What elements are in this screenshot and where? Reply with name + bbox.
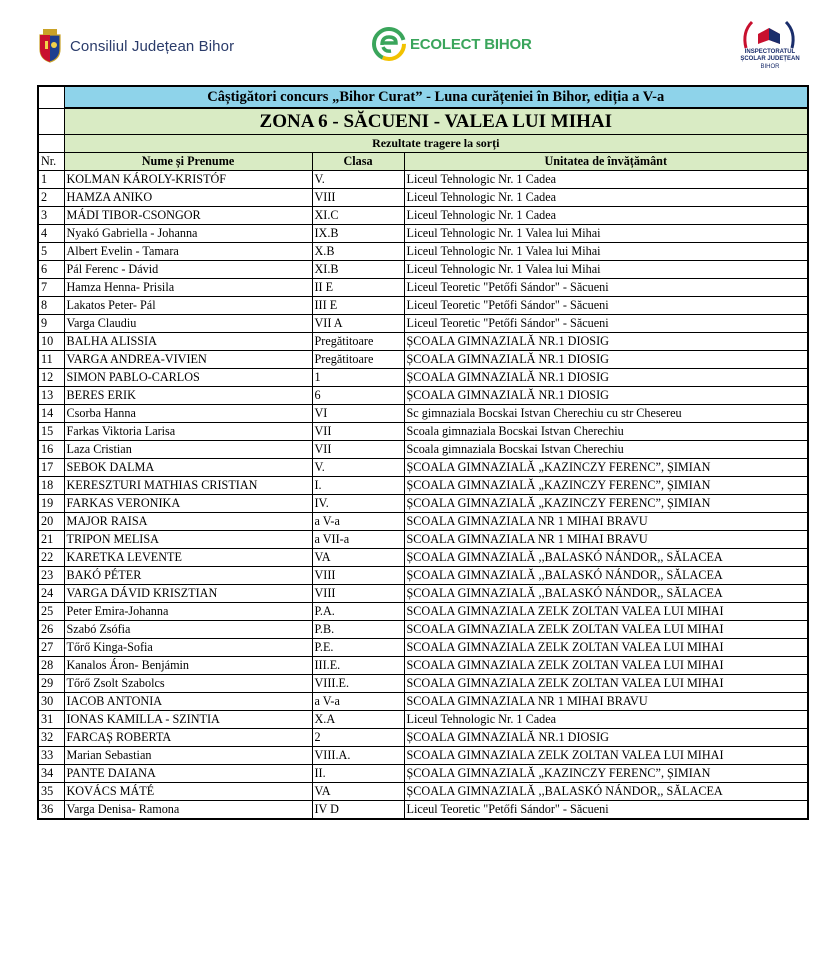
cell-school: ȘCOALA GIMNAZIALĂ ,,BALASKÓ NÁNDOR,, SĂLACEA [404, 567, 808, 585]
cell-nr: 6 [38, 261, 64, 279]
table-row [38, 747, 808, 765]
cell-school: Liceul Tehnologic Nr. 1 Cadea [404, 207, 808, 225]
cell-school: Scoala gimnaziala Bocskai Istvan Cherechiu [404, 441, 808, 459]
cell-class: IV D [312, 801, 404, 820]
cell-nr: 22 [38, 549, 64, 567]
zone-title: ZONA 6 - SĂCUENI - VALEA LUI MIHAI [64, 108, 808, 135]
cell-class: a V-a [312, 693, 404, 711]
cell-nr: 4 [38, 225, 64, 243]
cell-school: Liceul Tehnologic Nr. 1 Cadea [404, 189, 808, 207]
cell-class: X.B [312, 243, 404, 261]
cell-name: IACOB ANTONIA [64, 693, 312, 711]
cell-name: Albert Evelin - Tamara [64, 243, 312, 261]
cell-name: Nyakó Gabriella - Johanna [64, 225, 312, 243]
cell-nr: 16 [38, 441, 64, 459]
table-row [38, 261, 808, 279]
cell-school: Liceul Teoretic "Petőfi Sándor" - Săcueni [404, 315, 808, 333]
cell-school: Liceul Teoretic "Petőfi Sándor" - Săcueni [404, 279, 808, 297]
cell-name: SIMON PABLO-CARLOS [64, 369, 312, 387]
cell-class: a V-a [312, 513, 404, 531]
cell-school: ȘCOALA GIMNAZIALĂ „KAZINCZY FERENC”, ȘIMIAN [404, 459, 808, 477]
cell-school: ȘCOALA GIMNAZIALĂ „KAZINCZY FERENC”, ȘIMIAN [404, 477, 808, 495]
cell-name: KERESZTURI MATHIAS CRISTIAN [64, 477, 312, 495]
cell-name: FARCAȘ ROBERTA [64, 729, 312, 747]
cell-name: Marian Sebastian [64, 747, 312, 765]
cell-school: SCOALA GIMNAZIALA ZELK ZOLTAN VALEA LUI MIHAI [404, 747, 808, 765]
column-header-nr: Nr. [38, 153, 64, 171]
cell-nr: 17 [38, 459, 64, 477]
cell-nr: 20 [38, 513, 64, 531]
cell-name: FARKAS VERONIKA [64, 495, 312, 513]
table-row [38, 297, 808, 315]
cell-class: VA [312, 549, 404, 567]
table-row [38, 657, 808, 675]
cell-class: a VII-a [312, 531, 404, 549]
table-body [38, 171, 808, 820]
ecolect-bihor-text: ECOLECT BIHOR [410, 35, 532, 53]
cell-nr: 3 [38, 207, 64, 225]
cell-school: Liceul Tehnologic Nr. 1 Cadea [404, 171, 808, 189]
cell-name: Farkas Viktoria Larisa [64, 423, 312, 441]
table-row [38, 315, 808, 333]
cell-nr: 24 [38, 585, 64, 603]
cell-class: XI.B [312, 261, 404, 279]
table-row [38, 783, 808, 801]
cell-name: TRIPON MELISA [64, 531, 312, 549]
cell-school: Scoala gimnaziala Bocskai Istvan Cherechiu [404, 423, 808, 441]
cell-nr: 28 [38, 657, 64, 675]
cell-school: SCOALA GIMNAZIALA ZELK ZOLTAN VALEA LUI MIHAI [404, 603, 808, 621]
cell-name: BALHA ALISSIA [64, 333, 312, 351]
cell-school: ȘCOALA GIMNAZIALĂ „KAZINCZY FERENC”, ȘIMIAN [404, 495, 808, 513]
cell-class: VII [312, 423, 404, 441]
cell-name: KOVÁCS MÁTÉ [64, 783, 312, 801]
cell-name: Tőrő Zsolt Szabolcs [64, 675, 312, 693]
cell-class: V. [312, 171, 404, 189]
cell-class: P.E. [312, 639, 404, 657]
cell-name: BAKÓ PÉTER [64, 567, 312, 585]
cell-nr: 31 [38, 711, 64, 729]
table-row [38, 423, 808, 441]
cell-nr: 32 [38, 729, 64, 747]
cell-school: ȘCOALA GIMNAZIALĂ ,,BALASKÓ NÁNDOR,, SĂLACEA [404, 585, 808, 603]
cell-name: MAJOR RAISA [64, 513, 312, 531]
cell-class: 2 [312, 729, 404, 747]
cell-school: ȘCOALA GIMNAZIALĂ ,,BALASKÓ NÁNDOR,, SĂLACEA [404, 783, 808, 801]
cell-school: ȘCOALA GIMNAZIALĂ ,,BALASKÓ NÁNDOR,, SĂLACEA [404, 549, 808, 567]
table-row [38, 675, 808, 693]
cell-class: VII A [312, 315, 404, 333]
cell-nr: 12 [38, 369, 64, 387]
results-table [37, 85, 809, 820]
cell-class: VIII [312, 567, 404, 585]
cell-nr: 5 [38, 243, 64, 261]
cell-name: Pál Ferenc - Dávid [64, 261, 312, 279]
isj-title: INSPECTORATUL ȘCOLAR JUDEȚEAN [740, 49, 800, 62]
cell-name: Csorba Hanna [64, 405, 312, 423]
cell-class: VII [312, 441, 404, 459]
table-row [38, 513, 808, 531]
cell-nr: 23 [38, 567, 64, 585]
cell-name: Lakatos Peter- Pál [64, 297, 312, 315]
column-header-class: Clasa [312, 153, 404, 171]
cell-nr: 14 [38, 405, 64, 423]
cell-school: SCOALA GIMNAZIALA ZELK ZOLTAN VALEA LUI MIHAI [404, 639, 808, 657]
table-row [38, 495, 808, 513]
consiliul-judetean-logo [38, 26, 234, 66]
table-row [38, 207, 808, 225]
results-subtitle: Rezultate tragere la sorți [64, 135, 808, 153]
cell-name: MÁDI TIBOR-CSONGOR [64, 207, 312, 225]
cell-school: SCOALA GIMNAZIALA ZELK ZOLTAN VALEA LUI MIHAI [404, 621, 808, 639]
table-row [38, 477, 808, 495]
table-row [38, 765, 808, 783]
cell-nr: 1 [38, 171, 64, 189]
cell-class: VA [312, 783, 404, 801]
cell-nr: 26 [38, 621, 64, 639]
table-row [38, 621, 808, 639]
column-header-name: Nume și Prenume [64, 153, 312, 171]
cell-name: BERES ERIK [64, 387, 312, 405]
cell-school: ȘCOALA GIMNAZIALĂ NR.1 DIOSIG [404, 351, 808, 369]
cell-school: Liceul Teoretic "Petőfi Sándor" - Săcueni [404, 801, 808, 820]
inspectoratul-scolar-logo [734, 14, 806, 72]
table-row [38, 387, 808, 405]
cell-class: V. [312, 459, 404, 477]
table-row [38, 405, 808, 423]
cell-school: ȘCOALA GIMNAZIALĂ NR.1 DIOSIG [404, 729, 808, 747]
cell-class: VIII.A. [312, 747, 404, 765]
cell-class: IX.B [312, 225, 404, 243]
cell-class: VIII [312, 189, 404, 207]
cell-name: Kanalos Áron- Benjámin [64, 657, 312, 675]
cell-class: VIII.E. [312, 675, 404, 693]
table-row [38, 693, 808, 711]
cell-nr: 8 [38, 297, 64, 315]
cell-nr: 25 [38, 603, 64, 621]
cell-nr: 19 [38, 495, 64, 513]
cell-nr: 18 [38, 477, 64, 495]
column-header-school: Unitatea de învățământ [404, 153, 808, 171]
cell-school: SCOALA GIMNAZIALA ZELK ZOLTAN VALEA LUI MIHAI [404, 657, 808, 675]
cell-school: SCOALA GIMNAZIALA NR 1 MIHAI BRAVU [404, 513, 808, 531]
cell-school: SCOALA GIMNAZIALA NR 1 MIHAI BRAVU [404, 693, 808, 711]
table-row [38, 171, 808, 189]
cell-school: ȘCOALA GIMNAZIALĂ NR.1 DIOSIG [404, 387, 808, 405]
cell-school: Liceul Teoretic "Petőfi Sándor" - Săcueni [404, 297, 808, 315]
cell-school: ȘCOALA GIMNAZIALĂ „KAZINCZY FERENC”, ȘIMIAN [404, 765, 808, 783]
cell-class: III.E. [312, 657, 404, 675]
table-row [38, 279, 808, 297]
cell-school: Liceul Tehnologic Nr. 1 Valea lui Mihai [404, 225, 808, 243]
cell-name: KOLMAN KÁROLY-KRISTÓF [64, 171, 312, 189]
cell-nr: 36 [38, 801, 64, 820]
cell-name: SEBOK DALMA [64, 459, 312, 477]
table-row [38, 603, 808, 621]
cell-school: Liceul Tehnologic Nr. 1 Valea lui Mihai [404, 261, 808, 279]
table-row [38, 639, 808, 657]
table-row [38, 729, 808, 747]
cell-class: 1 [312, 369, 404, 387]
cell-class: VI [312, 405, 404, 423]
cell-class: P.B. [312, 621, 404, 639]
cell-name: Laza Cristian [64, 441, 312, 459]
cell-class: X.A [312, 711, 404, 729]
cell-name: Varga Claudiu [64, 315, 312, 333]
cell-name: KARETKA LEVENTE [64, 549, 312, 567]
table-row [38, 243, 808, 261]
coat-of-arms-icon [38, 29, 62, 63]
cell-nr: 13 [38, 387, 64, 405]
cell-nr: 7 [38, 279, 64, 297]
cell-nr: 35 [38, 783, 64, 801]
cell-school: ȘCOALA GIMNAZIALĂ NR.1 DIOSIG [404, 333, 808, 351]
cell-nr: 21 [38, 531, 64, 549]
cell-nr: 27 [38, 639, 64, 657]
cell-class: VIII [312, 585, 404, 603]
cell-school: Liceul Tehnologic Nr. 1 Cadea [404, 711, 808, 729]
cell-nr: 30 [38, 693, 64, 711]
cell-name: Hamza Henna- Prisila [64, 279, 312, 297]
cell-nr: 33 [38, 747, 64, 765]
cell-name: Varga Denisa- Ramona [64, 801, 312, 820]
cell-name: Peter Emira-Johanna [64, 603, 312, 621]
table-row [38, 801, 808, 820]
cell-school: Sc gimnaziala Bocskai Istvan Cherechiu cu str Chesereu [404, 405, 808, 423]
table-row [38, 225, 808, 243]
table-row [38, 189, 808, 207]
cell-name: IONAS KAMILLA - SZINTIA [64, 711, 312, 729]
cell-class: 6 [312, 387, 404, 405]
cell-school: Liceul Tehnologic Nr. 1 Valea lui Mihai [404, 243, 808, 261]
cell-nr: 11 [38, 351, 64, 369]
table-row [38, 441, 808, 459]
cell-class: XI.C [312, 207, 404, 225]
cell-name: Szabó Zsófia [64, 621, 312, 639]
cell-name: VARGA ANDREA-VIVIEN [64, 351, 312, 369]
cell-name: Tőrő Kinga-Sofia [64, 639, 312, 657]
cell-nr: 29 [38, 675, 64, 693]
cell-nr: 9 [38, 315, 64, 333]
cell-class: Pregătitoare [312, 351, 404, 369]
cell-name: PANTE DAIANA [64, 765, 312, 783]
ecolect-bihor-logo [372, 26, 532, 62]
table-row [38, 549, 808, 567]
table-row [38, 333, 808, 351]
cell-class: III E [312, 297, 404, 315]
cell-school: SCOALA GIMNAZIALA ZELK ZOLTAN VALEA LUI MIHAI [404, 675, 808, 693]
cell-school: ȘCOALA GIMNAZIALĂ NR.1 DIOSIG [404, 369, 808, 387]
cell-nr: 34 [38, 765, 64, 783]
cell-name: VARGA DÁVID KRISZTIAN [64, 585, 312, 603]
cell-name: HAMZA ANIKO [64, 189, 312, 207]
table-row [38, 531, 808, 549]
cell-class: IV. [312, 495, 404, 513]
cell-nr: 2 [38, 189, 64, 207]
ecolect-e-icon [372, 27, 406, 61]
cell-class: Pregătitoare [312, 333, 404, 351]
consiliul-judetean-text: Consiliul Județean Bihor [70, 37, 235, 55]
cell-nr: 15 [38, 423, 64, 441]
cell-class: I. [312, 477, 404, 495]
table-row [38, 567, 808, 585]
cell-class: P.A. [312, 603, 404, 621]
table-title: Câștigători concurs „Bihor Curat” - Luna curățeniei în Bihor, ediția a V-a [64, 86, 808, 108]
table-row [38, 711, 808, 729]
cell-class: II E [312, 279, 404, 297]
table-row [38, 351, 808, 369]
cell-class: II. [312, 765, 404, 783]
table-row [38, 585, 808, 603]
table-row [38, 369, 808, 387]
table-row [38, 459, 808, 477]
cell-nr: 10 [38, 333, 64, 351]
isj-subtitle: BIHOR [760, 64, 780, 70]
cell-school: SCOALA GIMNAZIALA NR 1 MIHAI BRAVU [404, 531, 808, 549]
